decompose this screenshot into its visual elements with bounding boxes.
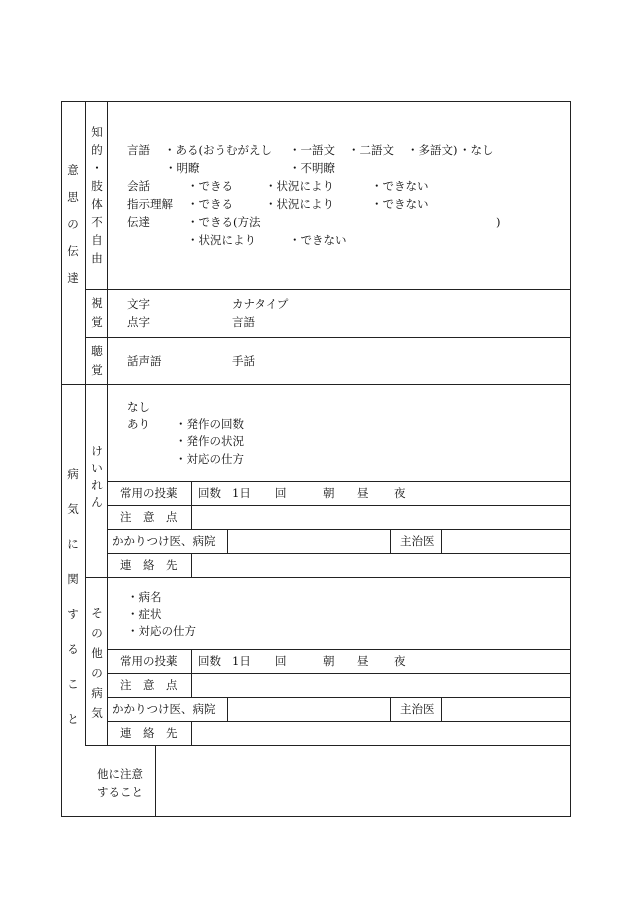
instruction-label: 指示理解 xyxy=(127,197,173,211)
instruction-can: ・できる xyxy=(187,197,233,211)
visual-braille: 点字 xyxy=(127,315,150,329)
other-notes-label: 注 意 点 xyxy=(120,678,178,692)
other-contact-label: 連 絡 先 xyxy=(120,726,178,740)
divider-other-med xyxy=(107,649,571,650)
expression-can: ・できる(方法 xyxy=(187,215,261,229)
seizure-notes-field[interactable] xyxy=(192,506,570,529)
seizure-day-label: 1日 xyxy=(232,486,251,500)
speech-none: ・なし xyxy=(459,143,494,157)
other-attending-field[interactable] xyxy=(442,698,570,721)
visual-letters: 文字 xyxy=(127,297,150,311)
other-illness-label: そ の 他 の 病 気 xyxy=(91,606,103,720)
other-contact-field[interactable] xyxy=(192,722,570,745)
seizure-doctor-hospital-label: かかりつけ医、病院 xyxy=(112,534,216,548)
divider-hearing xyxy=(85,337,571,338)
seizure-attending-field[interactable] xyxy=(442,530,570,553)
visual-katakana-typing: カナタイプ xyxy=(232,297,289,311)
speech-label: 言語 xyxy=(127,143,150,157)
divider-section xyxy=(61,384,571,385)
seizure-contact-field[interactable] xyxy=(192,554,570,577)
seizure-night-label: 夜 xyxy=(394,486,406,500)
seizure-none: なし xyxy=(127,400,150,414)
seizure-times-label: 回 xyxy=(275,486,287,500)
other-illness-name: ・病名 xyxy=(127,590,162,604)
speech-clear: ・明瞭 xyxy=(165,161,200,175)
divider-other-illness xyxy=(85,577,571,578)
other-doctor-hospital-field[interactable] xyxy=(228,698,390,721)
speech-has: ・ある(おうむがえし xyxy=(164,143,272,157)
seizure-noon-label: 昼 xyxy=(357,486,369,500)
seizure-medication-label: 常用の投薬 xyxy=(120,486,178,500)
seizure-count-label: 回数 xyxy=(198,486,221,500)
instruction-cannot: ・できない xyxy=(371,197,429,211)
seizure-response: ・対応の仕方 xyxy=(175,452,244,466)
seizure-notes-label: 注 意 点 xyxy=(120,510,178,524)
physical-label: 知 的 ・ 肢 体 不 自 由 xyxy=(91,125,103,265)
other-count-label: 回数 xyxy=(198,654,221,668)
conversation-label: 会話 xyxy=(127,179,150,193)
other-morning-label: 朝 xyxy=(323,654,335,668)
other-notes-line1: 他に注意 xyxy=(97,767,143,781)
other-doctor-hospital-label: かかりつけ医、病院 xyxy=(112,702,216,716)
divider-other-med-v xyxy=(191,649,192,673)
visual-speech: 言語 xyxy=(232,315,255,329)
seizure-doctor-hospital-field[interactable] xyxy=(228,530,390,553)
seizure-contact-label: 連 絡 先 xyxy=(120,558,178,572)
seizure-morning-label: 朝 xyxy=(323,486,335,500)
other-noon-label: 昼 xyxy=(357,654,369,668)
divider-visual xyxy=(85,289,571,290)
other-times-label: 回 xyxy=(275,654,287,668)
expression-situational: ・状況により xyxy=(187,233,256,247)
speech-two-word: ・二語文 xyxy=(348,143,394,157)
instruction-situational: ・状況により xyxy=(265,197,334,211)
border-top xyxy=(61,101,571,102)
divider-seizure-med-v xyxy=(191,481,192,505)
conversation-situational: ・状況により xyxy=(265,179,334,193)
speech-unclear: ・不明瞭 xyxy=(289,161,335,175)
seizure-attending-label: 主治医 xyxy=(400,534,435,548)
speech-one-word: ・一語文 xyxy=(289,143,335,157)
conversation-cannot: ・できない xyxy=(371,179,429,193)
divider-seizure-doctor-v2 xyxy=(390,529,391,553)
other-night-label: 夜 xyxy=(394,654,406,668)
communication-heading: 意 思 の 伝 達 xyxy=(67,163,79,285)
border-right xyxy=(570,101,571,817)
seizure-condition: ・発作の状況 xyxy=(175,434,244,448)
other-illness-response: ・対応の仕方 xyxy=(127,624,196,638)
health-communication-form xyxy=(61,101,571,817)
conversation-can: ・できる xyxy=(187,179,233,193)
divider-other-doctor-v2 xyxy=(390,697,391,721)
illness-heading: 病 気 に 関 す る こ と xyxy=(67,467,79,726)
expression-label: 伝達 xyxy=(127,215,150,229)
border-bottom xyxy=(61,816,571,817)
expression-close-paren: ) xyxy=(496,215,501,229)
other-notes-field[interactable] xyxy=(192,674,570,697)
divider-seizure-med xyxy=(107,481,571,482)
hearing-label: 聴 覚 xyxy=(91,344,103,377)
expression-cannot: ・できない xyxy=(289,233,347,247)
other-notes-line2: すること xyxy=(97,785,143,799)
seizure-yes: あり xyxy=(127,417,150,431)
other-medication-label: 常用の投薬 xyxy=(120,654,178,668)
visual-label: 視 覚 xyxy=(91,296,103,329)
other-day-label: 1日 xyxy=(232,654,251,668)
seizure-label: け い れ ん xyxy=(91,444,103,509)
seizure-frequency: ・発作の回数 xyxy=(175,417,244,431)
hearing-oral: 話声語 xyxy=(127,354,162,368)
other-illness-symptoms: ・症状 xyxy=(127,607,162,621)
hearing-sign: 手話 xyxy=(232,354,255,368)
other-attending-label: 主治医 xyxy=(400,702,435,716)
other-notes-textarea[interactable] xyxy=(156,746,570,816)
speech-multi-word: ・多語文) xyxy=(407,143,458,157)
